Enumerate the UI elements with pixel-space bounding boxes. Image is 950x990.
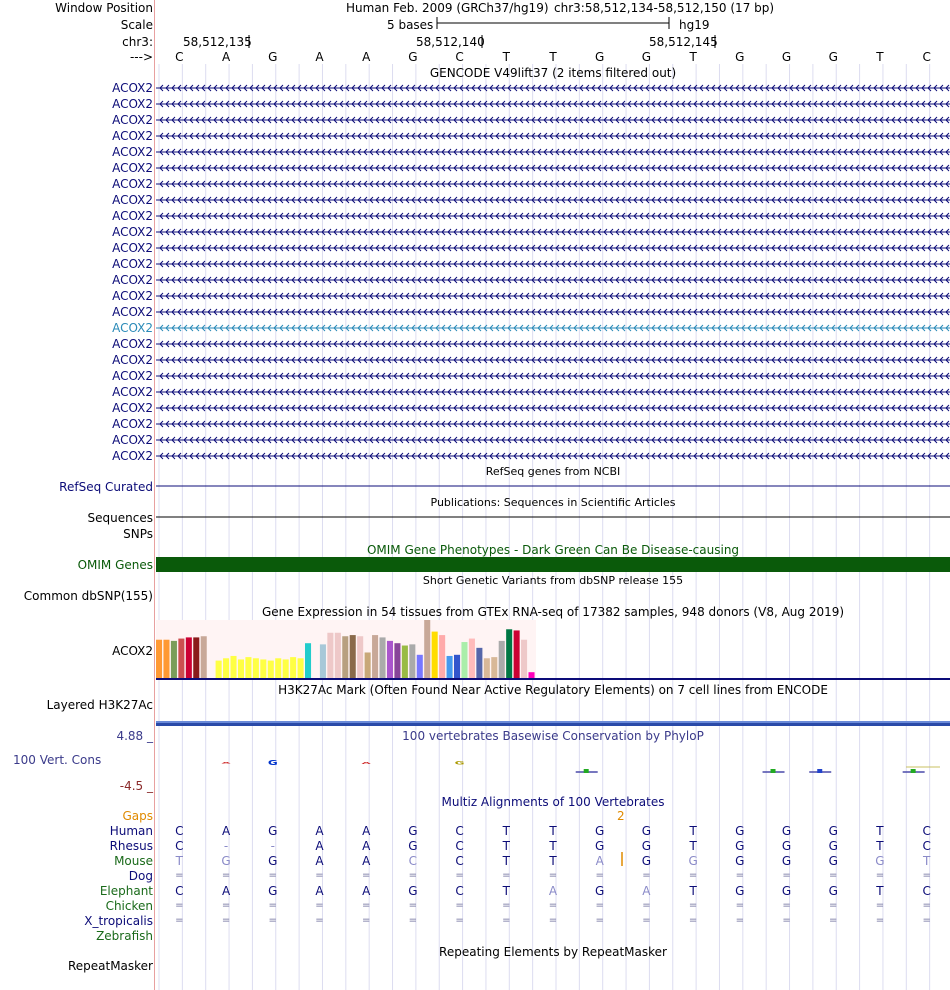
gencode-transcript-label[interactable]: ACOX2: [112, 209, 153, 223]
gtex-bar: [275, 658, 281, 678]
gtex-bar: [231, 656, 237, 678]
gencode-transcript-label[interactable]: ACOX2: [112, 305, 153, 319]
alignment-base: G: [735, 854, 745, 868]
gtex-bar: [506, 629, 512, 678]
sequence-base: A: [362, 50, 371, 64]
alignment-base: A: [315, 839, 324, 853]
gtex-bar: [484, 658, 490, 678]
alignment-base: A: [595, 854, 604, 868]
alignment-base: G: [408, 839, 418, 853]
alignment-base: G: [828, 839, 838, 853]
alignment-base: =: [455, 870, 464, 881]
snps-label[interactable]: SNPs: [123, 527, 153, 541]
phylop-min-label: -4.5 _: [119, 779, 153, 793]
alignment-base: =: [408, 870, 418, 881]
alignment-base: G: [268, 824, 278, 838]
gencode-transcript-label[interactable]: ACOX2: [112, 337, 153, 351]
gtex-bar: [529, 672, 535, 678]
multiz-track-title: Multiz Alignments of 100 Vertebrates: [441, 795, 665, 809]
gap-marker: 2: [617, 809, 625, 823]
species-label: Zebrafish: [96, 929, 153, 943]
phylop-logo-glyph: G: [267, 758, 278, 767]
alignment-base: =: [221, 870, 231, 881]
alignment-base: =: [735, 915, 744, 926]
alignment-base: G: [641, 854, 652, 868]
gencode-transcript-label[interactable]: ACOX2: [112, 241, 153, 255]
alignment-base: A: [221, 884, 231, 898]
position-readout: chr3:58,512,134-58,512,150 (17 bp): [554, 1, 775, 15]
coord-label: 58,512,145: [649, 35, 718, 49]
h3k27ac-track-title: H3K27Ac Mark (Often Found Near Active Regulatory Elements) on 7 cell lines from ENCODE: [278, 683, 828, 697]
scale-db: hg19: [679, 18, 710, 32]
alignment-base: =: [829, 870, 838, 881]
gtex-bar: [402, 646, 408, 678]
gtex-bar: [342, 636, 348, 678]
gtex-track-title: Gene Expression in 54 tissues from GTEx RNA-seq of 17382 samples, 948 donors (V8, Aug 2019): [261, 605, 845, 619]
alignment-base: -: [223, 839, 229, 853]
species-label: Dog: [128, 869, 153, 883]
alignment-base: =: [642, 915, 651, 926]
gtex-bar: [394, 643, 400, 678]
alignment-base: A: [642, 884, 651, 898]
species-label: X_tropicalis: [84, 914, 153, 928]
phylop-low-mark: [817, 769, 822, 773]
gtex-bar: [469, 639, 475, 678]
gencode-transcript-label[interactable]: ACOX2: [112, 257, 153, 271]
alignment-base: G: [828, 884, 838, 898]
h3k27ac-label[interactable]: Layered H3K27Ac: [46, 698, 153, 712]
alignment-base: T: [175, 854, 184, 868]
alignment-base: =: [502, 900, 511, 911]
alignment-base: C: [455, 854, 464, 868]
alignment-base: G: [781, 884, 792, 898]
alignment-base: G: [781, 824, 792, 838]
phylop-low-mark: [771, 769, 776, 773]
gencode-transcript-label[interactable]: ACOX2: [112, 417, 153, 431]
alignment-base: =: [922, 915, 931, 926]
gencode-transcript-label[interactable]: ACOX2: [112, 369, 153, 383]
alignment-base: =: [455, 900, 464, 911]
label-separator: [154, 0, 155, 990]
alignment-base: G: [735, 839, 745, 853]
alignment-base: A: [548, 884, 558, 898]
alignment-base: =: [688, 870, 698, 881]
alignment-base: C: [922, 824, 931, 838]
publications-track-title: Publications: Sequences in Scientific Articles: [430, 496, 676, 509]
gtex-bar: [245, 657, 251, 678]
alignment-base: G: [735, 824, 745, 838]
gtex-bar: [193, 637, 199, 678]
alignment-base: =: [175, 900, 184, 911]
alignment-base: =: [268, 900, 277, 911]
alignment-base: =: [175, 915, 184, 926]
gencode-transcript-label[interactable]: ACOX2: [112, 113, 153, 127]
gtex-bar: [156, 640, 162, 678]
gtex-bar: [439, 635, 445, 678]
phylop-logo-glyph: G: [454, 760, 465, 766]
phylop-track-title: 100 vertebrates Basewise Conservation by PhyloP: [402, 729, 704, 743]
alignment-base: =: [922, 870, 931, 881]
gtex-bar: [283, 659, 289, 678]
alignment-base: G: [408, 884, 418, 898]
alignment-base: =: [782, 915, 791, 926]
alignment-base: G: [595, 824, 605, 838]
alignment-base: =: [829, 915, 838, 926]
alignment-base: G: [641, 824, 652, 838]
alignment-base: =: [922, 900, 931, 911]
alignment-base: =: [595, 870, 604, 881]
alignment-base: -: [270, 839, 275, 853]
gtex-bar: [201, 636, 207, 678]
h3k27ac-band: [156, 723, 950, 726]
alignment-base: =: [268, 915, 277, 926]
sequence-base: C: [175, 50, 184, 64]
gtex-bar: [163, 640, 169, 678]
alignment-base: A: [315, 854, 324, 868]
alignment-base: G: [688, 854, 698, 868]
gencode-transcript-label[interactable]: ACOX2: [112, 321, 153, 335]
alignment-base: T: [549, 824, 557, 838]
sequence-base: T: [689, 50, 697, 64]
alignment-base: G: [781, 854, 792, 868]
gtex-bar: [521, 640, 527, 678]
alignment-base: =: [221, 900, 231, 911]
alignment-base: =: [408, 915, 418, 926]
coord-label: 58,512,135: [183, 35, 252, 49]
gtex-bar: [350, 635, 356, 678]
omim-label[interactable]: OMIM Genes: [77, 558, 153, 572]
species-label: Elephant: [99, 884, 153, 898]
alignment-base: =: [875, 900, 885, 911]
alignment-base: =: [829, 900, 838, 911]
gencode-transcript-label[interactable]: ACOX2: [112, 177, 153, 191]
coord-label: 58,512,140: [416, 35, 485, 49]
gencode-track-title: GENCODE V49lift37 (2 items filtered out): [429, 66, 677, 80]
alignment-base: C: [175, 839, 184, 853]
alignment-base: =: [268, 870, 277, 881]
alignment-base: =: [595, 900, 604, 911]
alignment-base: =: [875, 870, 885, 881]
species-label: Chicken: [105, 899, 153, 913]
alignment-base: C: [175, 824, 184, 838]
alignment-base: A: [362, 854, 371, 868]
gtex-bar: [186, 637, 192, 678]
alignment-base: T: [876, 824, 884, 838]
alignment-base: C: [455, 824, 464, 838]
sequence-base: T: [502, 50, 510, 64]
alignment-base: =: [688, 915, 698, 926]
gencode-transcript-label[interactable]: ACOX2: [112, 129, 153, 143]
alignment-base: C: [455, 884, 464, 898]
dbsnp-label[interactable]: Common dbSNP(155): [23, 589, 153, 603]
gencode-transcript-label[interactable]: ACOX2: [112, 401, 153, 415]
gtex-bar: [387, 641, 393, 678]
alignment-base: C: [455, 839, 464, 853]
alignment-base: G: [828, 854, 838, 868]
alignment-base: G: [595, 884, 605, 898]
alignment-base: =: [361, 870, 371, 881]
alignment-base: G: [875, 854, 885, 868]
alignment-base: A: [362, 824, 371, 838]
alignment-base: =: [408, 900, 418, 911]
gaps-label: Gaps: [122, 809, 153, 823]
alignment-base: =: [361, 915, 371, 926]
alignment-base: G: [781, 839, 792, 853]
gtex-bar: [447, 656, 453, 678]
gtex-bar: [417, 655, 423, 678]
sequence-base: G: [828, 50, 838, 64]
sequence-base: A: [221, 50, 231, 64]
alignment-base: C: [922, 839, 931, 853]
alignment-base: =: [315, 870, 324, 881]
alignment-base: A: [221, 824, 231, 838]
gtex-bar: [238, 659, 244, 678]
alignment-base: =: [455, 915, 464, 926]
alignment-base: T: [502, 839, 510, 853]
alignment-base: =: [361, 900, 371, 911]
sequence-base: C: [922, 50, 931, 64]
gtex-bar: [365, 652, 371, 678]
publications-label[interactable]: Sequences: [87, 511, 153, 525]
phylop-low-mark: [911, 769, 916, 773]
alignment-base: =: [315, 915, 324, 926]
gencode-transcript-label[interactable]: ACOX2: [112, 449, 153, 463]
alignment-base: G: [828, 824, 838, 838]
gtex-bar: [372, 635, 378, 678]
alignment-base: A: [362, 884, 371, 898]
gtex-bar: [499, 641, 505, 678]
alignment-base: =: [502, 915, 511, 926]
gencode-transcript-label[interactable]: ACOX2: [112, 193, 153, 207]
sequence-base: G: [268, 50, 278, 64]
scale-text: 5 bases: [387, 18, 434, 32]
alignment-base: G: [735, 884, 745, 898]
gtex-bar: [298, 658, 304, 678]
alignment-base: G: [408, 824, 418, 838]
alignment-base: T: [876, 839, 884, 853]
gtex-bar: [178, 639, 184, 678]
alignment-base: T: [502, 824, 510, 838]
phylop-low-mark: [584, 769, 589, 773]
refseq-track-title: RefSeq genes from NCBI: [485, 465, 621, 478]
alignment-base: G: [268, 884, 278, 898]
alignment-base: T: [689, 839, 697, 853]
gencode-transcript-label[interactable]: ACOX2: [112, 81, 153, 95]
repeatmasker-track-title: Repeating Elements by RepeatMasker: [439, 945, 667, 959]
sequence-base: G: [595, 50, 605, 64]
alignment-base: =: [548, 900, 558, 911]
alignment-base: C: [922, 884, 931, 898]
gencode-transcript-label[interactable]: ACOX2: [112, 161, 153, 175]
gtex-bar: [253, 658, 259, 678]
alignment-base: G: [268, 854, 278, 868]
chrom-label: chr3:: [122, 35, 153, 49]
alignment-base: G: [595, 839, 605, 853]
gtex-label[interactable]: ACOX2: [112, 644, 153, 658]
gencode-transcript-label[interactable]: ACOX2: [112, 353, 153, 367]
gtex-bar: [432, 632, 438, 678]
gencode-transcript-label[interactable]: ACOX2: [112, 145, 153, 159]
alignment-base: =: [221, 915, 231, 926]
alignment-base: =: [642, 870, 651, 881]
gtex-bar: [514, 630, 520, 678]
species-label: Human: [109, 824, 153, 838]
alignment-base: =: [782, 870, 791, 881]
alignment-base: A: [315, 824, 324, 838]
alignment-base: T: [549, 839, 557, 853]
gtex-bar: [305, 643, 311, 678]
gencode-transcript-label[interactable]: ACOX2: [112, 97, 153, 111]
dbsnp-track-title: Short Genetic Variants from dbSNP release 155: [422, 574, 684, 587]
omim-bar: [156, 557, 950, 572]
alignment-base: =: [735, 870, 744, 881]
alignment-base: T: [689, 884, 697, 898]
gtex-bar: [380, 637, 386, 678]
alignment-base: T: [549, 854, 557, 868]
phylop-logo-glyph: A: [221, 762, 231, 765]
gencode-transcript-label[interactable]: ACOX2: [112, 273, 153, 287]
gtex-bar: [461, 642, 467, 678]
gtex-bar: [327, 633, 333, 678]
alignment-base: =: [595, 915, 604, 926]
gtex-bar: [216, 661, 222, 678]
omim-track-title: OMIM Gene Phenotypes - Dark Green Can Be Disease-causing: [366, 543, 740, 557]
sequence-base: A: [315, 50, 324, 64]
gencode-transcript-label[interactable]: ACOX2: [112, 385, 153, 399]
sequence-base: C: [455, 50, 464, 64]
alignment-base: =: [782, 900, 791, 911]
gtex-bar: [491, 657, 497, 678]
gtex-bar: [454, 655, 460, 678]
gtex-bar: [320, 644, 326, 678]
alignment-base: =: [548, 870, 558, 881]
alignment-base: A: [315, 884, 324, 898]
window-position-label: Window Position: [55, 1, 153, 15]
alignment-base: C: [175, 884, 184, 898]
repeatmasker-label[interactable]: RepeatMasker: [67, 959, 153, 973]
alignment-base: =: [735, 900, 744, 911]
gtex-bar: [268, 661, 274, 678]
gencode-transcript-label[interactable]: ACOX2: [112, 433, 153, 447]
phylop-max-label: 4.88 _: [116, 729, 153, 743]
alignment-base: =: [875, 915, 885, 926]
gtex-bar: [171, 641, 177, 678]
gencode-transcript-label[interactable]: ACOX2: [112, 225, 153, 239]
sequence-base: G: [641, 50, 652, 64]
alignment-base: T: [922, 854, 931, 868]
alignment-base: =: [548, 915, 558, 926]
species-label: Mouse: [114, 854, 153, 868]
gtex-bar: [223, 658, 229, 678]
phylop-label[interactable]: 100 Vert. Cons: [13, 753, 102, 767]
gencode-transcript-label[interactable]: ACOX2: [112, 289, 153, 303]
species-label: Rhesus: [109, 839, 153, 853]
sequence-base: T: [549, 50, 557, 64]
gtex-bar: [290, 657, 296, 678]
alignment-base: T: [502, 884, 510, 898]
alignment-base: G: [221, 854, 231, 868]
sequence-base: G: [735, 50, 745, 64]
alignment-base: C: [408, 854, 418, 868]
strand-label: --->: [129, 50, 153, 64]
sequence-base: G: [408, 50, 418, 64]
assembly-name: Human Feb. 2009 (GRCh37/hg19): [346, 1, 549, 15]
sequence-base: G: [781, 50, 792, 64]
refseq-label[interactable]: RefSeq Curated: [59, 480, 153, 494]
alignment-base: G: [641, 839, 652, 853]
phylop-logo-glyph: A: [361, 761, 371, 765]
sequence-base: T: [876, 50, 884, 64]
alignment-base: =: [688, 900, 698, 911]
alignment-base: =: [175, 870, 184, 881]
gtex-bar: [424, 620, 430, 678]
gtex-bar: [409, 644, 415, 678]
gtex-bar: [335, 633, 341, 678]
gtex-bar: [476, 648, 482, 678]
alignment-base: =: [642, 900, 651, 911]
alignment-base: T: [502, 854, 510, 868]
h3k27ac-band: [156, 721, 950, 723]
alignment-base: =: [502, 870, 511, 881]
alignment-base: T: [689, 824, 697, 838]
gtex-bar: [357, 636, 363, 678]
alignment-base: =: [315, 900, 324, 911]
gtex-bar: [260, 659, 266, 678]
alignment-base: A: [362, 839, 371, 853]
scale-label: Scale: [120, 18, 153, 32]
alignment-base: T: [876, 884, 884, 898]
